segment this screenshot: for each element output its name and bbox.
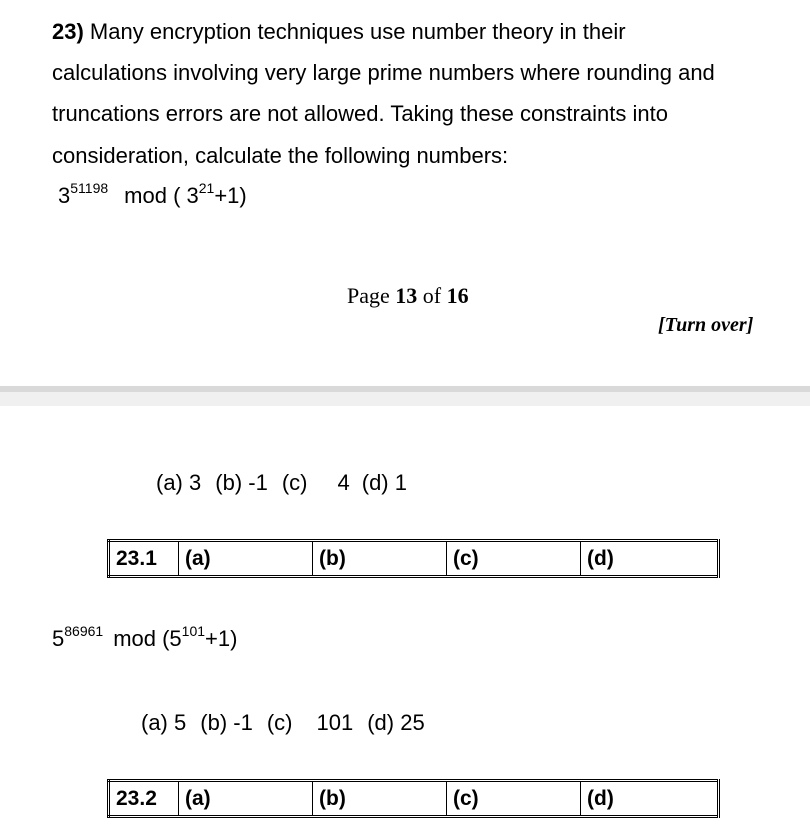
page-separator-shadow — [0, 392, 810, 406]
option-b: (b) -1 — [200, 710, 253, 735]
answer-choice-c[interactable]: (c) — [447, 781, 581, 817]
option-a: (a) 5 — [141, 710, 187, 735]
expression-1-modulus-exponent: 21 — [198, 180, 215, 196]
question-line-3: truncations errors are not allowed. Taking these constraints into — [52, 101, 668, 126]
option-c: (c) 4 — [281, 470, 350, 495]
answer-choice-d[interactable]: (d) — [581, 781, 719, 817]
answer-choice-d[interactable]: (d) — [581, 541, 719, 577]
option-b: (b) -1 — [215, 470, 268, 495]
options-23-1 — [156, 470, 407, 496]
expression-2: $5^{86961}$ mod $(5^{101}+1)$ — [52, 623, 238, 651]
answer-table-23-1 — [107, 539, 720, 578]
answer-choice-b[interactable]: (b) — [313, 541, 447, 577]
answer-id: 23.1 — [109, 541, 179, 577]
answer-id: 23.2 — [109, 781, 179, 817]
question-line-4: consideration, calculate the following numbers: — [52, 143, 509, 168]
question-line-2: calculations involving very large prime numbers where rounding and — [52, 60, 715, 85]
options-23-2 — [141, 710, 425, 736]
answer-choice-a[interactable]: (a) — [179, 541, 313, 577]
answer-choice-b[interactable]: (b) — [313, 781, 447, 817]
turn-over-note: [Turn over] — [658, 314, 754, 336]
option-d: (d) 25 — [367, 710, 425, 735]
answer-choice-c[interactable]: (c) — [447, 541, 581, 577]
question-text: Many encryption techniques use number theory in their — [89, 19, 626, 44]
question-number: 23) — [52, 19, 84, 44]
question-line-1 — [52, 20, 626, 44]
expression-1: $3^{51198}$ mod ( $3^{21}+1$) — [58, 180, 247, 208]
answer-table-23-2 — [107, 779, 720, 818]
option-a: (a) 3 — [156, 470, 202, 495]
option-c: (c) 101 — [266, 710, 354, 735]
answer-choice-a[interactable]: (a) — [179, 781, 313, 817]
option-d: (d) 1 — [361, 470, 408, 495]
expression-2-modulus-exponent: 101 — [181, 623, 206, 639]
page-number: Page 13 of 16 — [347, 283, 469, 308]
expression-1-exponent: 51198 — [70, 180, 109, 196]
expression-2-exponent: 86961 — [64, 623, 104, 639]
